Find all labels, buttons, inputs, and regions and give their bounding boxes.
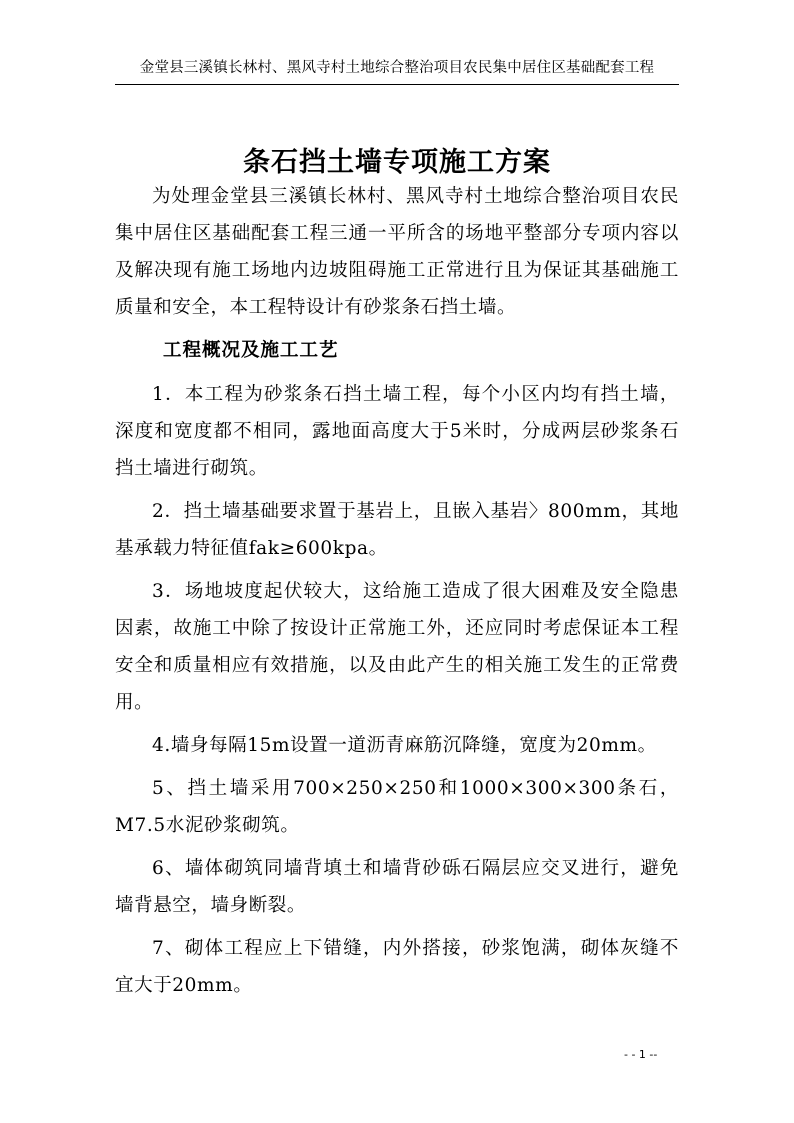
list-item: 3．场地坡度起伏较大，这给施工造成了很大困难及安全隐患因素，故施工中除了按设计正常施工外，还应同时考虑保证本工程安全和质量相应有效措施，以及由此产生的相关施工发生的正常费用。 xyxy=(115,581,679,713)
list-item: 7、砌体工程应上下错缝，内外搭接，砂浆饱满，砌体灰缝不宜大于20mm。 xyxy=(115,938,679,996)
list-item: 2．挡土墙基础要求置于基岩上，且嵌入基岩〉800mm，其地基承载力特征值fak≥600kpa。 xyxy=(115,501,679,559)
document-body xyxy=(115,178,679,1004)
header-rule xyxy=(115,84,679,85)
list-item: 1．本工程为砂浆条石挡土墙工程，每个小区内均有挡土墙，深度和宽度都不相同，露地面高度大于5米时，分成两层砂浆条石挡土墙进行砌筑。 xyxy=(115,384,679,479)
section-heading: 工程概况及施工工艺 xyxy=(163,340,339,361)
page-number: - - 1 -- xyxy=(624,1048,658,1061)
intro-paragraph: 为处理金堂县三溪镇长林村、黑风寺村土地综合整治项目农民集中居住区基础配套工程三通一平所含的场地平整部分专项内容以及解决现有施工场地内边坡阻碍施工正常进行且为保证其基础施工质量和安全，本工程特设计有砂浆条石挡土墙。 xyxy=(115,186,679,318)
list-item: 5、挡土墙采用700×250×250和1000×300×300条石，M7.5水泥砂浆砌筑。 xyxy=(115,778,679,836)
list-item: 6、墙体砌筑同墙背填土和墙背砂砾石隔层应交叉进行，避免墙背悬空，墙身断裂。 xyxy=(115,858,679,916)
document-title: 条石挡土墙专项施工方案 xyxy=(243,147,551,178)
list-item: 4.墙身每隔15m设置一道沥青麻筋沉降缝，宽度为20mm。 xyxy=(152,735,657,756)
running-header: 金堂县三溪镇长林村、黑风寺村土地综合整治项目农民集中居住区基础配套工程 xyxy=(139,60,655,76)
